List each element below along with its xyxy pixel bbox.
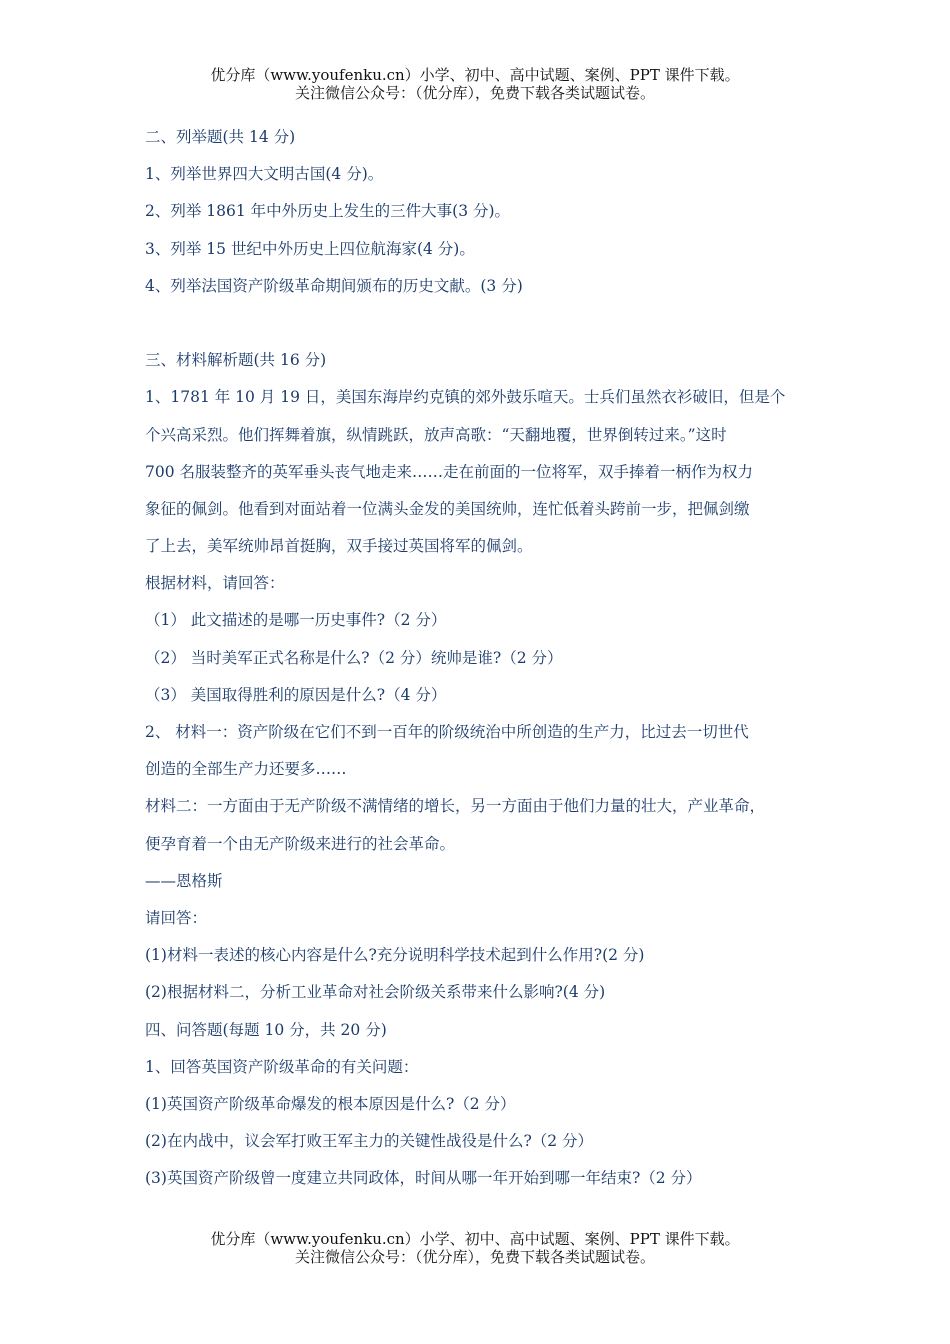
- q1-sub-question: （1） 此文描述的是哪一历史事件?（2 分）: [145, 611, 447, 630]
- q1-paragraph-line: 象征的佩剑。他看到对面站着一位满头金发的美国统帅，连忙低着头跨前一步，把佩剑缴: [145, 499, 750, 518]
- header-line-1: 优分库（www.youfenku.cn）小学、初中、高中试题、案例、PPT 课件下载。: [210, 66, 740, 84]
- list-item: 3、列举 15 世纪中外历史上四位航海家(4 分)。: [145, 239, 475, 258]
- section-4-q1-title: 1、回答英国资产阶级革命的有关问题：: [145, 1057, 419, 1076]
- q1-paragraph-line: 700 名服装整齐的英军垂头丧气地走来……走在前面的一位将军，双手捧着一柄作为权力: [145, 462, 754, 481]
- q1-sub-question: （3） 美国取得胜利的原因是什么?（4 分）: [145, 685, 447, 704]
- section-3-title: 三、材料解析题(共 16 分): [145, 351, 327, 370]
- section-2-title: 二、列举题(共 14 分): [145, 128, 296, 146]
- spacer: [145, 310, 810, 347]
- list-item: 2、列举 1861 年中外历史上发生的三件大事(3 分)。: [145, 202, 511, 221]
- q2-prompt: 请回答：: [145, 908, 208, 927]
- q2-material-line: 创造的全部生产力还要多……: [145, 760, 347, 779]
- q2-attribution: ——恩格斯: [145, 871, 223, 890]
- q2-material-line: 材料二：一方面由于无产阶级不满情绪的增长，另一方面由于他们力量的壮大，产业革命，: [145, 797, 766, 816]
- section-4-sub-question: (2)在内战中，议会军打败王军主力的关键性战役是什么?（2 分）: [145, 1132, 594, 1151]
- page-header: [0, 66, 950, 102]
- page-footer: [0, 1230, 950, 1266]
- q1-paragraph-line: 1、1781 年 10 月 19 日，美国东海岸约克镇的郊外鼓乐喧天。士兵们虽然衣衫破旧，但是个: [145, 388, 786, 407]
- q2-material-line: 便孕育着一个由无产阶级来进行的社会革命。: [145, 834, 456, 853]
- q1-paragraph-line: 了上去，美军统帅昂首挺胸，双手接过英国将军的佩剑。: [145, 537, 533, 556]
- footer-line-1: 优分库（www.youfenku.cn）小学、初中、高中试题、案例、PPT 课件下载。: [210, 1230, 740, 1248]
- section-4-title: 四、问答题(每题 10 分，共 20 分): [145, 1020, 387, 1039]
- document-body: [145, 124, 810, 1202]
- section-4-sub-question: (3)英国资产阶级曾一度建立共同政体，时间从哪一年开始到哪一年结束?（2 分）: [145, 1169, 702, 1188]
- list-item: 4、列举法国资产阶级革命期间颁布的历史文献。(3 分): [145, 276, 523, 295]
- q2-material-line: 2、 材料一：资产阶级在它们不到一百年的阶级统治中所创造的生产力，比过去一切世代: [145, 723, 749, 741]
- q1-sub-question: （2） 当时美军正式名称是什么?（2 分）统帅是谁?（2 分）: [145, 648, 563, 667]
- q2-sub-question: (1)材料一表述的核心内容是什么?充分说明科学技术起到什么作用?(2 分): [145, 946, 645, 965]
- header-line-2: 关注微信公众号：（优分库），免费下载各类试题试卷。: [294, 84, 655, 102]
- q1-prompt: 根据材料，请回答：: [145, 574, 285, 593]
- footer-line-2: 关注微信公众号：（优分库），免费下载各类试题试卷。: [294, 1248, 655, 1266]
- q1-paragraph-line: 个兴高采烈。他们挥舞着旗，纵情跳跃，放声高歌：“天翻地覆，世界倒转过来。”这时: [145, 425, 727, 444]
- q2-sub-question: (2)根据材料二，分析工业革命对社会阶级关系带来什么影响?(4 分): [145, 983, 606, 1002]
- section-4-sub-question: (1)英国资产阶级革命爆发的根本原因是什么?（2 分）: [145, 1094, 516, 1113]
- list-item: 1、列举世界四大文明古国(4 分)。: [145, 165, 384, 184]
